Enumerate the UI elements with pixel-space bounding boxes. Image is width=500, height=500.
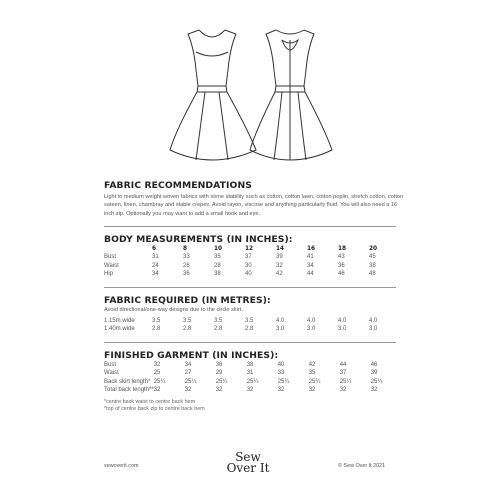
table-cell: 28 xyxy=(214,262,221,269)
table-cell: 2.8 xyxy=(214,326,223,333)
table-cell: 44 xyxy=(307,271,314,278)
table-row xyxy=(104,270,400,279)
table-cell: 45 xyxy=(369,254,376,261)
table-cell: 29 xyxy=(215,370,223,377)
table-cell: 38 xyxy=(369,262,376,269)
row-label: Bust xyxy=(104,361,117,368)
table-cell: 42 xyxy=(276,271,283,278)
table-cell: 37 xyxy=(245,254,252,261)
table-cell: 42 xyxy=(308,361,316,368)
table-cell: 4.0 xyxy=(338,317,347,324)
section-heading: FABRIC RECOMMENDATIONS xyxy=(104,180,252,191)
footnote: *centre back waist to centre back hem xyxy=(104,398,196,405)
table-cell: 3.0 xyxy=(276,326,285,333)
table-cell: 32 xyxy=(215,387,223,394)
dress-illustrations xyxy=(0,0,500,172)
table-cell: 26 xyxy=(183,262,190,269)
size-header: 10 xyxy=(214,245,223,252)
table-cell: 33 xyxy=(183,254,190,261)
divider xyxy=(104,226,396,227)
table-cell: 25¼ xyxy=(153,378,166,385)
table-row xyxy=(104,386,402,395)
logo-line: Over It xyxy=(226,461,270,475)
table-cell: 25¼ xyxy=(339,378,352,385)
fabric-recommendations-text: Light to medium weight woven fabrics with some stability such as cotton, cotton lawn, cotton poplin, stretch cotton, cotton sateen, linen, chambray and stable crepes. Avoid rayon, viscose and anything particularly fluid. You will also need a 16 inch zip. Optionally you may want to add a small hook and eye. xyxy=(104,194,404,217)
size-header: 14 xyxy=(276,245,285,252)
body-measurements-section xyxy=(104,234,404,279)
row-label: Waist xyxy=(104,370,119,377)
website-link[interactable]: sewoverit.com xyxy=(104,463,139,469)
table-cell: 48 xyxy=(369,271,376,278)
table-cell: 2.8 xyxy=(183,326,192,333)
table-cell: 35 xyxy=(214,254,221,261)
table-cell: 38 xyxy=(214,271,221,278)
table-cell: 3.5 xyxy=(183,317,192,324)
footnote: *top of centre back zip to centre back hem xyxy=(104,405,205,412)
fabric-recommendations-section xyxy=(104,180,404,218)
brand-logo xyxy=(226,452,270,474)
size-header: 8 xyxy=(183,245,188,252)
row-label: Waist xyxy=(104,262,119,269)
table-cell: 25¼ xyxy=(184,378,197,385)
divider xyxy=(104,342,396,343)
finished-garment-table xyxy=(104,361,402,395)
body-measurements-table xyxy=(104,245,400,279)
table-cell: 34 xyxy=(184,361,192,368)
table-cell: 3.0 xyxy=(307,326,316,333)
table-cell: 37 xyxy=(339,370,347,377)
table-cell: 32 xyxy=(153,361,161,368)
table-cell: 3.0 xyxy=(338,326,347,333)
table-cell: 3.5 xyxy=(152,317,161,324)
table-cell: 40 xyxy=(277,361,285,368)
table-cell: 32 xyxy=(308,387,316,394)
table-row xyxy=(104,262,400,271)
table-cell: 36 xyxy=(338,262,345,269)
table-cell: 4.0 xyxy=(369,317,378,324)
table-cell: 32 xyxy=(370,387,378,394)
table-cell: 32 xyxy=(276,262,283,269)
table-cell: 3.5 xyxy=(245,317,254,324)
table-row xyxy=(104,317,400,326)
table-row xyxy=(104,369,402,378)
dress-front-sketch xyxy=(170,30,256,160)
table-cell: 32 xyxy=(153,387,161,394)
size-header: 18 xyxy=(338,245,347,252)
fabric-required-section xyxy=(104,295,404,334)
row-label: Back skirt length* xyxy=(104,378,151,385)
size-header: 16 xyxy=(307,245,316,252)
table-cell: 39 xyxy=(276,254,283,261)
table-row xyxy=(104,325,400,334)
table-cell: 36 xyxy=(183,271,190,278)
table-cell: 32 xyxy=(339,387,347,394)
table-cell: 32 xyxy=(246,387,254,394)
table-row xyxy=(104,361,402,370)
section-heading: FABRIC REQUIRED (IN METRES): xyxy=(104,294,271,306)
table-cell: 25¼ xyxy=(215,378,228,385)
row-label: 1.40m wide xyxy=(104,326,135,333)
table-cell: 33 xyxy=(277,370,285,377)
size-header: 20 xyxy=(369,245,378,252)
logo-line: Sew xyxy=(235,450,261,464)
divider xyxy=(104,287,396,288)
table-row xyxy=(104,378,402,387)
table-cell: 32 xyxy=(277,387,285,394)
size-header: 12 xyxy=(245,245,254,252)
table-cell: 4.0 xyxy=(276,317,285,324)
section-heading: BODY MEASUREMENTS (IN INCHES): xyxy=(104,233,293,245)
table-cell: 25¼ xyxy=(277,378,290,385)
finished-garment-section xyxy=(104,350,404,412)
table-cell: 4.0 xyxy=(307,317,316,324)
section-heading: FINISHED GARMENT (IN INCHES): xyxy=(104,349,279,361)
table-cell: 44 xyxy=(339,361,347,368)
table-cell: 34 xyxy=(152,271,159,278)
size-header-row xyxy=(104,245,400,254)
table-cell: 25 xyxy=(153,370,161,377)
table-cell: 2.8 xyxy=(245,326,254,333)
table-cell: 38 xyxy=(246,361,254,368)
table-cell: 31 xyxy=(246,370,254,377)
fabric-required-table xyxy=(104,317,400,334)
row-label: Total back length** xyxy=(104,387,154,394)
table-cell: 43 xyxy=(338,254,345,261)
table-cell: 46 xyxy=(338,271,345,278)
row-label: Bust xyxy=(104,254,117,261)
table-cell: 30 xyxy=(245,262,252,269)
size-header: 6 xyxy=(152,245,157,252)
table-cell: 24 xyxy=(152,262,159,269)
table-cell: 25¼ xyxy=(308,378,321,385)
table-cell: 2.8 xyxy=(152,326,161,333)
table-cell: 3.0 xyxy=(369,326,378,333)
table-cell: 25¼ xyxy=(246,378,259,385)
table-cell: 27 xyxy=(184,370,192,377)
specs-content xyxy=(104,180,404,412)
table-cell: 31 xyxy=(152,254,159,261)
page-footer xyxy=(0,452,500,500)
table-cell: 32 xyxy=(184,387,192,394)
copyright-text: © Sew Over It 2021 xyxy=(338,463,386,469)
table-cell: 35 xyxy=(308,370,316,377)
row-label: Hip xyxy=(104,271,114,278)
dress-back-sketch xyxy=(250,30,332,160)
table-row xyxy=(104,253,400,262)
table-cell: 34 xyxy=(307,262,314,269)
table-cell: 36 xyxy=(215,361,223,368)
table-cell: 46 xyxy=(370,361,378,368)
table-cell: 39 xyxy=(370,370,378,377)
table-cell: 40 xyxy=(245,271,252,278)
fabric-required-note: Avoid directional/one-way designs due to the circle skirt. xyxy=(104,306,243,313)
row-label: 1.15m wide xyxy=(104,317,135,324)
table-cell: 25¼ xyxy=(370,378,383,385)
table-cell: 41 xyxy=(307,254,314,261)
table-cell: 3.5 xyxy=(214,317,223,324)
